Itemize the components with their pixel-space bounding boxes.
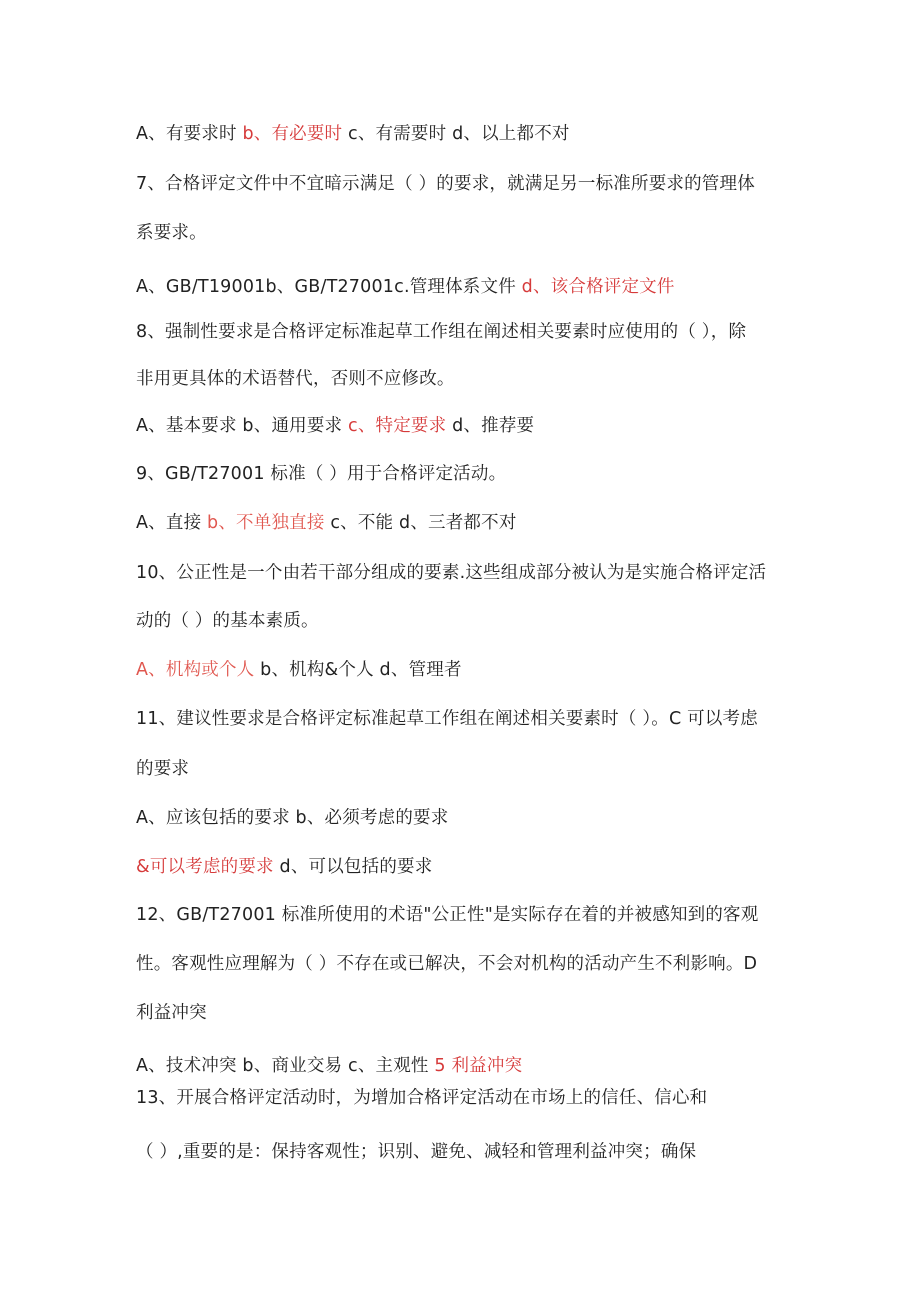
question-11-line-1 [136,707,796,731]
question-7-line-2 [136,221,796,245]
highlighted-answer: 5 利益冲突 [434,1056,523,1076]
highlighted-answer: A、机构或个人 [136,660,255,680]
text-segment: 动的（ ）的基本素质。 [136,611,319,631]
text-segment: 9、GB/T27001 标准（ ）用于合格评定活动。 [136,464,507,484]
question-8-line-1 [136,320,796,344]
answer-line-q10 [136,658,796,682]
text-segment: A、基本要求 b、通用要求 [136,416,349,436]
question-11-line-2 [136,757,796,781]
text-segment: 13、开展合格评定活动时，为增加合格评定活动在市场上的信任、信心和 [136,1088,708,1108]
highlighted-answer: b、有必要时 [242,124,343,144]
text-segment: b、机构&个人 d、管理者 [254,660,462,680]
text-segment: d、可以包括的要求 [273,857,433,877]
text-segment: d、推荐要 [446,416,535,436]
question-10-line-1 [136,561,796,585]
question-13-line-2 [136,1140,796,1164]
answer-line-q6 [136,122,796,146]
highlighted-answer: c、特定要求 [348,416,447,436]
answer-line-q7 [136,275,796,299]
text-segment: c、不能 d、三者都不对 [324,513,517,533]
highlighted-answer: d、该合格评定文件 [521,277,675,297]
text-segment: A、GB/T19001b、GB/T27001c.管理体系文件 [136,277,522,297]
text-segment: 10、公正性是一个由若干部分组成的要素.这些组成部分被认为是实施合格评定活 [136,563,767,583]
text-segment: （ ）,重要的是：保持客观性；识别、避免、减轻和管理利益冲突；确保 [136,1142,697,1162]
question-12-line-2 [136,952,796,976]
text-segment: 7、合格评定文件中不宜暗示满足（ ）的要求，就满足另一标准所要求的管理体 [136,174,755,194]
text-segment: 的要求 [136,759,190,779]
highlighted-answer: b、不单独直接 [207,513,325,533]
text-segment: 利益冲突 [136,1003,207,1023]
question-9-line [136,462,796,486]
text-segment: A、直接 [136,513,208,533]
question-12-line-3 [136,1001,796,1025]
text-segment: A、有要求时 [136,124,243,144]
text-segment: 12、GB/T27001 标准所使用的术语"公正性"是实际存在着的并被感知到的客观 [136,905,759,925]
text-segment: A、应该包括的要求 b、必须考虑的要求 [136,808,449,828]
text-segment: c、有需要时 d、以上都不对 [342,124,570,144]
highlighted-answer: &可以考虑的要求 [136,857,274,877]
answer-line-q11-b [136,855,796,879]
text-segment: 性。客观性应理解为（ ）不存在或已解决，不会对机构的活动产生不利影响。D [136,954,758,974]
text-segment: 非用更具体的术语替代，否则不应修改。 [136,369,455,389]
question-7-line-1 [136,172,796,196]
answer-line-q12 [136,1054,796,1078]
text-segment: A、技术冲突 b、商业交易 c、主观性 [136,1056,435,1076]
answer-line-q9 [136,511,796,535]
text-segment: 系要求。 [136,223,207,243]
text-segment: 11、建议性要求是合格评定标准起草工作组在阐述相关要素时（ ）。C 可以考虑 [136,709,758,729]
question-13-line-1 [136,1086,796,1110]
question-10-line-2 [136,609,796,633]
question-8-line-2 [136,367,796,391]
question-12-line-1 [136,903,796,927]
answer-line-q11-a [136,806,796,830]
text-segment: 8、强制性要求是合格评定标准起草工作组在阐述相关要素时应使用的（ ），除 [136,322,747,342]
answer-line-q8 [136,414,796,438]
